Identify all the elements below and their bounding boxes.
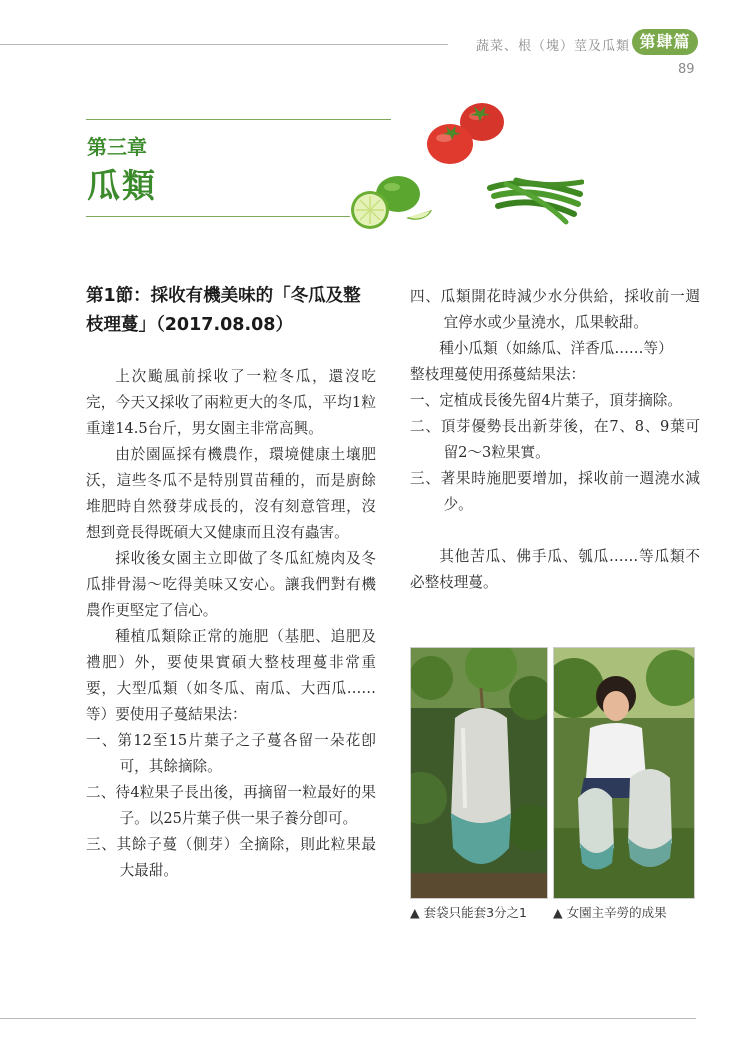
list-item: 二、頂芽優勢長出新芽後，在7、8、9葉可留2～3粒果實。 [410,418,700,461]
chapter-rule-top [86,119,391,120]
list-item: 二、待4粒果子長出後，再摘留一粒最好的果子。以25片葉子供一果子養分卽可。 [86,784,376,827]
photo-caption: ▲ 套袋只能套3分之1 [410,905,527,920]
list-item: 一、定植成長後先留4片葉子，頂芽摘除。 [410,392,682,409]
section-heading: 第1節：採收有機美味的「冬瓜及整枝理蔓」（2017.08.08） [86,286,361,335]
part-badge: 第肆篇 [632,29,698,55]
header-category: 蔬菜、根（塊）莖及瓜類 [476,39,631,54]
paragraph: 種植瓜類除正常的施肥（基肥、追肥及禮肥）外，要使果實碩大整枝理蔓非常重要，大型瓜類（如冬瓜、南瓜、大西瓜……等）要使用子蔓結果法： [86,628,376,723]
small-melon-intro: 種小瓜類（如絲瓜、洋香瓜……等） [439,340,673,357]
green-beans-icon [486,168,584,228]
right-column [410,284,700,596]
list-item: 一、第12至15片葉子之子蔓各留一朵花卽可，其餘摘除。 [86,732,376,775]
closing-paragraph: 其他苦瓜、佛手瓜、瓠瓜……等瓜類不必整枝理蔓。 [410,548,700,591]
photo-owner-harvest [553,647,695,899]
footer-rule [0,1018,696,1019]
left-column [86,282,376,884]
chapter-label: 第三章 [87,135,147,159]
paragraph: 上次颱風前採收了一粒冬瓜，還沒吃完，今天又採收了兩粒更大的冬瓜，平均1粒重達14.5台斤，男女園主非常高興。 [86,368,376,437]
list-item: 三、其餘子蔓（側芽）全摘除，則此粒果最大最甜。 [86,836,376,879]
photo-bagged-winter-melon [410,647,548,899]
list-item: 四、瓜類開花時減少水分供給，採收前一週宜停水或少量澆水，瓜果較甜。 [410,288,700,331]
paragraph: 採收後女園主立即做了冬瓜紅燒肉及冬瓜排骨湯～吃得美味又安心。讓我們對有機農作更堅定了信心。 [86,550,376,619]
small-melon-method: 整枝理蔓使用孫蔓結果法： [410,366,586,383]
photo-caption: ▲ 女園主辛勞的成果 [553,905,667,920]
lime-icon [350,170,434,236]
header-rule [0,44,448,45]
paragraph: 由於園區採有機農作，環境健康土壤肥沃，這些冬瓜不是特別買苗種的，而是廚餘堆肥時自然發芽成長的，沒有刻意管理，沒想到竟長得既碩大又健康而且沒有蟲害。 [86,446,376,541]
chapter-title: 瓜類 [87,166,157,205]
list-item: 三、著果時施肥要增加，採收前一週澆水減少。 [410,470,700,513]
page-number: 89 [678,62,695,77]
tomato-icon [424,98,510,172]
chapter-rule-bottom [86,216,350,217]
